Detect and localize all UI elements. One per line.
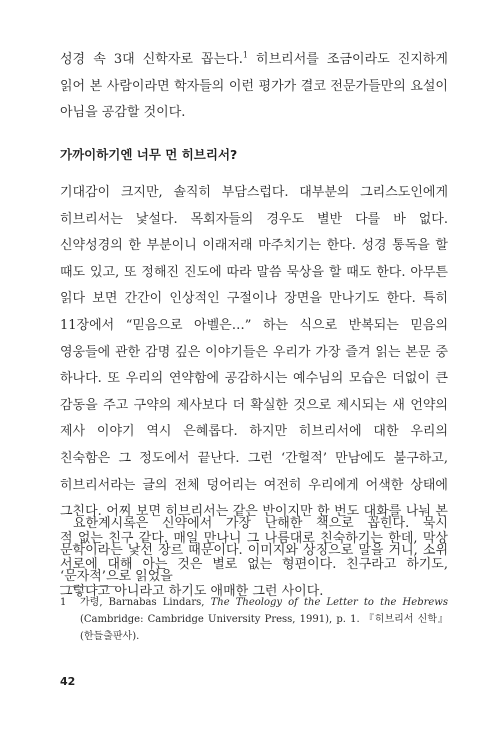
footnote-text-after-title: (Cambridge: Cambridge University Press, 1991), p. 1. 『히브리서 신학』(한들출판사). — [80, 614, 448, 642]
intro-paragraph — [60, 47, 448, 127]
section-heading: 가까이하기엔 너무 먼 히브리서? — [60, 147, 238, 162]
footnote-text-before-title: 가령, Barnabas Lindars, — [80, 597, 211, 608]
footnote-number: 1 — [60, 597, 67, 608]
footnote — [60, 594, 448, 645]
intro-text-after-ref: 히브리서를 조금이라도 진지하게 읽어 본 사람이라면 학자들의 이런 평가가 결코 전문가들만의 요설이 아님을 공감할 것이다. — [60, 52, 448, 121]
body-paragraph-1: 기대감이 크지만, 솔직히 부담스럽다. 대부분의 그리스도인에게 히브리서는 낯설다. 목회자들의 경우도 별반 다를 바 없다. 신약성경의 한 부분이니 이래저래 마주치기는 한다. 성경 통독을 할 때도 있고, 또 정해진 진도에 따라 말씀 묵상을 할 때도 한다. 아무튼 읽다 보면 간간이 인상적인 구절이나 장면을 만나기도 한다. 특히 11장에서 “믿음으로 아벨은…” 하는 식으로 반복되는 믿음의 영웅들에 관한 감명 깊은 이야기들은 우리가 가장 즐겨 읽는 본문 중 하나다. 또 우리의 연약함에 공감하시는 예수님의 모습은 더없이 큰 감동을 주고 구약의 제사보다 더 확실한 것으로 제시되는 새 언약의 제사 이야기 역시 은혜롭다. 하지만 히브리서에 대한 우리의 친숙함은 그 정도에서 끝난다. 그런 ‘간헐적’ 만남에도 불구하고, 히브리서라는 글의 전체 덩어리는 여전히 우리에게 어색한 상태에 그친다. 어찌 보면 히브리서는 같은 반이지만 한 번도 대화를 나눠 본 적 없는 친구 같다. 매일 만나니 그 나름대로 친숙하기는 한데, 막상 서로에 대해 아는 것은 별로 없는 형편이다. 친구라고 하기도, 그렇다고 아니라고 하기도 애매한 그런 사이다. — [60, 185, 448, 599]
footnote-book-title: The Theology of the Letter to the Hebrews — [210, 597, 448, 608]
footnote-reference: 1 — [242, 50, 248, 60]
footnote-text — [80, 594, 448, 645]
body-paragraph-2: 요한계시록은 신약에서 가장 난해한 책으로 꼽힌다. 묵시 문학이라는 낯선 장르 때문이다. 이미지와 상징으로 말을 거니, 소위 ‘문자적’으로 읽었을 — [60, 516, 448, 585]
footnote-divider — [60, 586, 120, 587]
page-number: 42 — [60, 675, 76, 688]
intro-text-before-ref: 성경 속 3대 신학자로 꼽는다. — [60, 52, 243, 67]
